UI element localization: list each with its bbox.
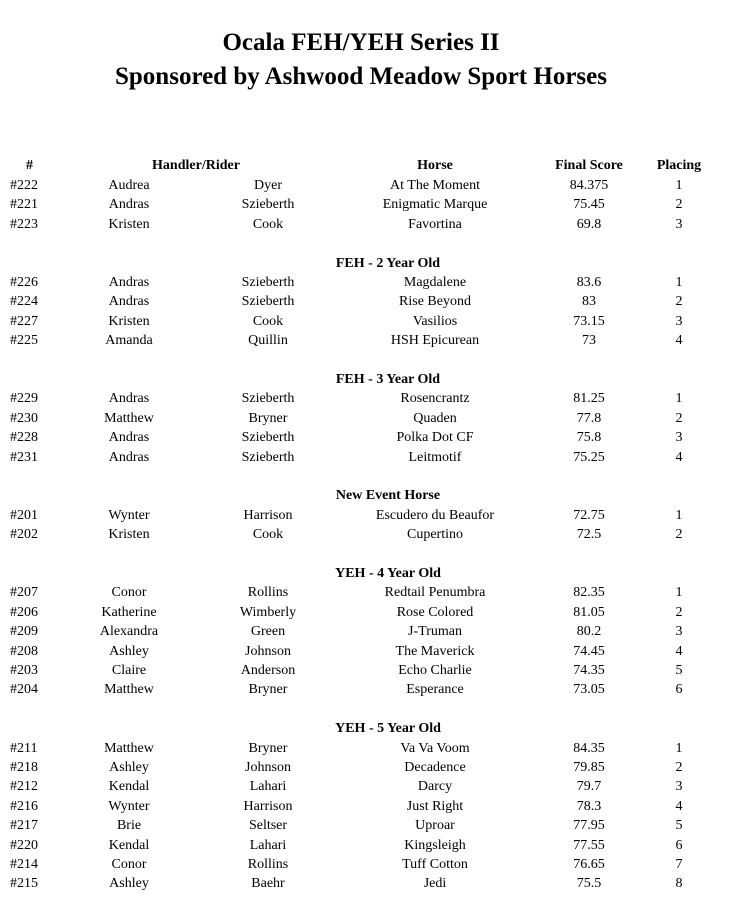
table-row xyxy=(0,292,740,311)
first-name: Andras xyxy=(108,430,150,446)
section-heading xyxy=(0,719,740,738)
entry-number: #217 xyxy=(10,818,38,834)
last-name: Szieberth xyxy=(241,391,295,407)
final-score: 73.15 xyxy=(573,313,605,329)
final-score: 83 xyxy=(582,294,596,310)
entry-number: #204 xyxy=(10,682,38,698)
final-score: 77.55 xyxy=(573,837,605,853)
table-row xyxy=(0,525,740,544)
entry-number: #212 xyxy=(10,779,38,795)
placing: 4 xyxy=(675,643,683,659)
final-score: 79.7 xyxy=(576,779,602,795)
final-score: 77.95 xyxy=(573,818,605,834)
final-score: 73.05 xyxy=(573,682,605,698)
placing: 1 xyxy=(675,391,683,407)
entry-number: #223 xyxy=(10,216,38,232)
first-name: Kristen xyxy=(108,313,150,329)
final-score: 80.2 xyxy=(576,624,602,640)
last-name: Bryner xyxy=(248,740,288,756)
placing: 2 xyxy=(675,527,683,543)
section-heading-label: YEH - 5 Year Old xyxy=(335,721,441,737)
horse-name: Polka Dot CF xyxy=(396,430,474,446)
horse-name: Va Va Voom xyxy=(400,740,470,756)
last-name: Bryner xyxy=(248,682,288,698)
final-score: 75.45 xyxy=(573,197,605,213)
page-title: Ocala FEH/YEH Series II xyxy=(222,29,500,56)
first-name: Kristen xyxy=(108,216,150,232)
first-name: Amanda xyxy=(105,333,153,349)
table-row xyxy=(0,777,740,796)
placing: 2 xyxy=(675,197,683,213)
horse-name: Decadence xyxy=(404,760,466,775)
header-horse: Horse xyxy=(417,158,453,173)
table-row xyxy=(0,661,740,680)
horse-name: Esperance xyxy=(406,682,464,698)
last-name: Szieberth xyxy=(241,275,295,290)
final-score: 74.45 xyxy=(573,643,605,659)
first-name: Brie xyxy=(116,818,142,834)
page-subtitle: Sponsored by Ashwood Meadow Sport Horses xyxy=(115,63,607,90)
table-row xyxy=(0,855,740,874)
placing: 7 xyxy=(675,857,683,872)
last-name: Szieberth xyxy=(241,430,295,446)
entry-number: #221 xyxy=(10,197,38,213)
placing: 6 xyxy=(675,837,683,853)
final-score: 75.25 xyxy=(573,449,605,465)
entry-number: #207 xyxy=(10,585,38,601)
placing: 6 xyxy=(675,682,683,698)
section-heading xyxy=(0,564,740,583)
horse-name: Favortina xyxy=(408,216,462,232)
placing: 5 xyxy=(675,663,683,678)
table-row xyxy=(0,176,740,195)
first-name: Andras xyxy=(108,275,150,290)
table-row xyxy=(0,739,740,758)
first-name: Kristen xyxy=(108,527,150,543)
horse-name: The Maverick xyxy=(395,643,475,659)
final-score: 81.25 xyxy=(573,391,605,407)
final-score: 72.5 xyxy=(576,527,602,543)
first-name: Matthew xyxy=(104,410,154,426)
last-name: Rollins xyxy=(247,585,289,601)
first-name: Andras xyxy=(108,449,150,465)
final-score: 74.35 xyxy=(573,663,605,678)
placing: 8 xyxy=(675,876,683,892)
horse-name: Quaden xyxy=(413,410,457,426)
placing: 3 xyxy=(675,430,683,446)
first-name: Alexandra xyxy=(99,624,159,640)
placing: 1 xyxy=(675,740,683,756)
placing: 1 xyxy=(675,275,683,290)
table-row xyxy=(0,195,740,214)
table-row xyxy=(0,642,740,661)
first-name: Ashley xyxy=(109,643,149,659)
last-name: Bryner xyxy=(248,410,288,426)
final-score: 79.85 xyxy=(573,760,605,775)
table-row xyxy=(0,506,740,525)
last-name: Harrison xyxy=(243,507,293,523)
first-name: Conor xyxy=(111,857,147,872)
table-row xyxy=(0,215,740,234)
last-name: Baehr xyxy=(251,876,285,892)
section-heading-label: FEH - 3 Year Old xyxy=(335,372,441,387)
horse-name: Just Right xyxy=(406,798,464,814)
final-score: 69.8 xyxy=(576,216,602,232)
final-score: 83.6 xyxy=(576,275,602,290)
table-row xyxy=(0,797,740,816)
table-row xyxy=(0,758,740,777)
header-score: Final Score xyxy=(555,158,623,173)
last-name: Green xyxy=(250,624,286,640)
last-name: Harrison xyxy=(243,798,293,814)
final-score: 76.65 xyxy=(573,857,605,872)
header-num: # xyxy=(26,158,33,173)
first-name: Matthew xyxy=(104,682,154,698)
header-placing: Placing xyxy=(656,158,702,173)
last-name: Cook xyxy=(252,313,284,329)
placing: 4 xyxy=(675,449,683,465)
table-row xyxy=(0,680,740,699)
final-score: 73 xyxy=(582,333,596,349)
last-name: Szieberth xyxy=(241,449,295,465)
placing: 1 xyxy=(675,507,683,523)
final-score: 81.05 xyxy=(573,604,605,620)
placing: 1 xyxy=(675,178,683,193)
entry-number: #201 xyxy=(10,507,38,523)
table-row xyxy=(0,836,740,855)
entry-number: #206 xyxy=(10,604,38,620)
section-heading xyxy=(0,254,740,273)
last-name: Seltser xyxy=(248,818,288,834)
entry-number: #231 xyxy=(10,449,38,465)
horse-name: Tuff Cotton xyxy=(402,857,468,872)
first-name: Wynter xyxy=(108,507,150,523)
horse-name: Rosencrantz xyxy=(400,391,470,407)
last-name: Lahari xyxy=(249,779,287,795)
placing: 3 xyxy=(675,313,683,329)
horse-name: Echo Charlie xyxy=(398,663,472,678)
horse-name: At The Moment xyxy=(390,178,480,193)
placing: 4 xyxy=(675,333,683,349)
section-heading xyxy=(0,370,740,389)
placing: 2 xyxy=(675,410,683,426)
horse-name: J-Truman xyxy=(408,624,462,640)
table-row xyxy=(0,583,740,602)
last-name: Dyer xyxy=(254,178,282,193)
table-row xyxy=(0,603,740,622)
table-row xyxy=(0,816,740,835)
table-row xyxy=(0,389,740,408)
last-name: Szieberth xyxy=(241,294,295,310)
final-score: 77.8 xyxy=(576,410,602,426)
last-name: Johnson xyxy=(245,643,291,659)
horse-name: Redtail Penumbra xyxy=(384,585,486,601)
first-name: Kendal xyxy=(108,837,150,853)
entry-number: #215 xyxy=(10,876,38,892)
first-name: Andras xyxy=(108,391,150,407)
last-name: Cook xyxy=(252,216,284,232)
last-name: Szieberth xyxy=(241,197,295,213)
first-name: Andras xyxy=(108,294,150,310)
entry-number: #218 xyxy=(10,760,38,775)
placing: 2 xyxy=(675,294,683,310)
first-name: Conor xyxy=(111,585,147,601)
final-score: 72.75 xyxy=(573,507,605,523)
placing: 1 xyxy=(675,585,683,601)
final-score: 78.3 xyxy=(576,798,602,814)
table-row xyxy=(0,312,740,331)
horse-name: Escudero du Beaufor xyxy=(375,507,495,523)
final-score: 82.35 xyxy=(573,585,605,601)
horse-name: Cupertino xyxy=(407,527,463,543)
entry-number: #227 xyxy=(10,313,38,329)
final-score: 75.5 xyxy=(576,876,602,892)
table-row xyxy=(0,448,740,467)
horse-name: Magdalene xyxy=(403,275,467,290)
entry-number: #225 xyxy=(10,333,38,349)
table-row xyxy=(0,273,740,292)
first-name: Kendal xyxy=(108,779,150,795)
horse-name: Leitmotif xyxy=(408,449,462,465)
first-name: Ashley xyxy=(109,760,149,775)
first-name: Wynter xyxy=(108,798,150,814)
first-name: Andras xyxy=(108,197,150,213)
last-name: Anderson xyxy=(240,663,296,678)
placing: 2 xyxy=(675,760,683,775)
final-score: 84.375 xyxy=(569,178,609,193)
table-row xyxy=(0,874,740,893)
table-header xyxy=(0,156,740,175)
entry-number: #203 xyxy=(10,663,38,678)
section-heading-label: FEH - 2 Year Old xyxy=(335,255,441,271)
last-name: Cook xyxy=(252,527,284,543)
entry-number: #208 xyxy=(10,643,38,659)
final-score: 75.8 xyxy=(576,430,602,446)
last-name: Quillin xyxy=(248,333,288,349)
last-name: Lahari xyxy=(249,837,287,853)
horse-name: Rose Colored xyxy=(396,604,474,620)
entry-number: #220 xyxy=(10,837,38,853)
last-name: Rollins xyxy=(247,857,289,872)
placing: 3 xyxy=(675,216,683,232)
table-row xyxy=(0,409,740,428)
entry-number: #228 xyxy=(10,430,38,446)
horse-name: Rise Beyond xyxy=(399,294,471,310)
placing: 4 xyxy=(675,798,683,814)
entry-number: #202 xyxy=(10,527,38,543)
horse-name: Jedi xyxy=(423,876,447,892)
horse-name: Darcy xyxy=(417,779,453,795)
last-name: Johnson xyxy=(245,760,291,775)
first-name: Ashley xyxy=(109,876,149,892)
placing: 3 xyxy=(675,624,683,640)
last-name: Wimberly xyxy=(239,604,297,620)
first-name: Claire xyxy=(111,663,147,678)
section-heading xyxy=(0,486,740,505)
first-name: Audrea xyxy=(108,178,150,193)
section-heading-label: YEH - 4 Year Old xyxy=(335,566,441,581)
final-score: 84.35 xyxy=(573,740,605,756)
entry-number: #209 xyxy=(10,624,38,640)
table-row xyxy=(0,428,740,447)
entry-number: #224 xyxy=(10,294,38,310)
first-name: Katherine xyxy=(101,604,157,620)
placing: 3 xyxy=(675,779,683,795)
placing: 2 xyxy=(675,604,683,620)
first-name: Matthew xyxy=(104,740,154,756)
entry-number: #230 xyxy=(10,410,38,426)
table-row xyxy=(0,622,740,641)
horse-name: HSH Epicurean xyxy=(390,333,480,349)
header-handler: Handler/Rider xyxy=(152,158,240,173)
entry-number: #226 xyxy=(10,275,38,290)
horse-name: Vasilios xyxy=(412,313,458,329)
placing: 5 xyxy=(675,818,683,834)
horse-name: Uproar xyxy=(415,818,455,834)
entry-number: #214 xyxy=(10,857,38,872)
entry-number: #222 xyxy=(10,178,38,193)
entry-number: #229 xyxy=(10,391,38,407)
section-heading-label: New Event Horse xyxy=(335,488,441,504)
entry-number: #211 xyxy=(10,740,38,756)
horse-name: Kingsleigh xyxy=(404,837,466,853)
horse-name: Enigmatic Marque xyxy=(382,197,488,213)
entry-number: #216 xyxy=(10,798,38,814)
table-row xyxy=(0,331,740,350)
